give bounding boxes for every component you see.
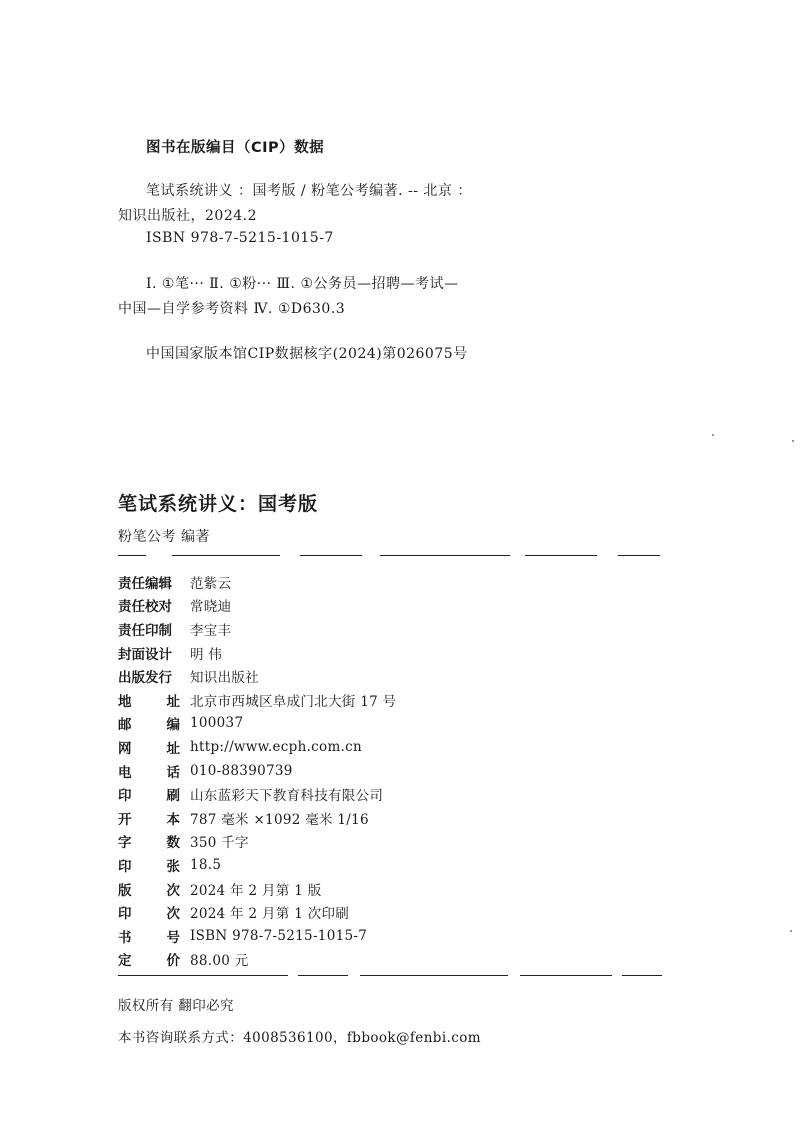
detail-row [118, 759, 678, 783]
detail-label: 电 话 [118, 764, 180, 781]
detail-label: 责任编辑 [118, 575, 172, 592]
divider-bottom [360, 975, 508, 976]
divider-bottom [298, 975, 348, 976]
cip-line-1: 笔试系统讲义 ：国考版 / 粉笔公考编著. -- 北京 ： [146, 183, 472, 199]
detail-row [118, 830, 678, 854]
detail-label: 印 刷 [118, 788, 180, 805]
detail-label: 地 址 [118, 693, 180, 710]
detail-value: 010-88390739 [190, 762, 293, 779]
detail-label: 印 次 [118, 906, 180, 923]
detail-label: 字 数 [118, 835, 180, 852]
detail-label: 责任校对 [118, 599, 172, 616]
cip-heading: 图书在版编目（CIP）数据 [146, 140, 325, 156]
detail-value: ISBN 978-7-5215-1015-7 [190, 927, 368, 944]
detail-row [118, 712, 678, 736]
divider-top [525, 555, 597, 556]
detail-label: 开 本 [118, 811, 180, 828]
scan-speck [790, 930, 792, 932]
detail-row [118, 900, 678, 924]
detail-label: 定 价 [118, 953, 180, 970]
detail-row [118, 735, 678, 759]
detail-value: 2024 年 2 月第 1 次印刷 [190, 906, 350, 923]
divider-top [118, 555, 146, 556]
detail-label: 网 址 [118, 740, 180, 757]
detail-label: 印 张 [118, 858, 180, 875]
detail-row [118, 688, 678, 712]
publication-details [118, 570, 678, 971]
detail-row [118, 594, 678, 618]
detail-value: 常晓迪 [190, 599, 232, 616]
cip-classification-2: 中国—自学参考资料 Ⅳ. ①D630.3 [118, 301, 346, 317]
detail-value: 18.5 [190, 856, 222, 873]
divider-bottom [622, 975, 662, 976]
detail-value: 88.00 元 [190, 953, 249, 970]
scan-speck [792, 440, 794, 442]
detail-row [118, 664, 678, 688]
detail-value: 范紫云 [190, 575, 232, 592]
divider-bottom [118, 975, 288, 976]
contact-info: 本书咨询联系方式：4008536100，fbbook@fenbi.com [118, 1030, 481, 1046]
detail-label: 出版发行 [118, 670, 172, 687]
divider-top [380, 555, 510, 556]
detail-value: 明 伟 [190, 646, 223, 663]
detail-row [118, 782, 678, 806]
cip-isbn: ISBN 978-7-5215-1015-7 [146, 230, 334, 246]
detail-value: 李宝丰 [190, 622, 232, 639]
detail-row [118, 641, 678, 665]
detail-row [118, 806, 678, 830]
detail-row [118, 617, 678, 641]
cip-number: 中国国家版本馆CIP数据核字(2024)第026075号 [146, 346, 468, 362]
detail-value: 787 毫米 ×1092 毫米 1/16 [190, 811, 369, 828]
detail-label: 书 号 [118, 929, 180, 946]
detail-value: 2024 年 2 月第 1 版 [190, 882, 322, 899]
divider-bottom [520, 975, 612, 976]
copyright-notice: 版权所有 翻印必究 [118, 998, 234, 1014]
detail-value: 山东蓝彩天下教育科技有限公司 [190, 788, 384, 805]
divider-top [172, 555, 280, 556]
detail-row [118, 877, 678, 901]
detail-value: 北京市西城区阜成门北大街 17 号 [190, 693, 397, 710]
detail-value: 100037 [190, 715, 244, 732]
divider-top [618, 555, 660, 556]
detail-value: 知识出版社 [190, 670, 259, 687]
detail-label: 邮 编 [118, 717, 180, 734]
book-title: 笔试系统讲义：国考版 [118, 493, 319, 515]
book-author: 粉笔公考 编著 [118, 529, 210, 545]
detail-label: 版 次 [118, 882, 180, 899]
detail-row [118, 570, 678, 594]
cip-classification-1: Ⅰ. ①笔··· Ⅱ. ①粉··· Ⅲ. ①公务员—招聘—考试— [146, 276, 459, 292]
divider-top [300, 555, 362, 556]
detail-row [118, 948, 678, 972]
detail-value: http://www.ecph.com.cn [190, 738, 363, 755]
detail-row [118, 853, 678, 877]
cip-line-2: 知识出版社，2024.2 [118, 208, 257, 224]
detail-row [118, 924, 678, 948]
detail-label: 责任印制 [118, 622, 172, 639]
detail-label: 封面设计 [118, 646, 172, 663]
scan-speck [712, 434, 714, 436]
detail-value: 350 千字 [190, 835, 249, 852]
